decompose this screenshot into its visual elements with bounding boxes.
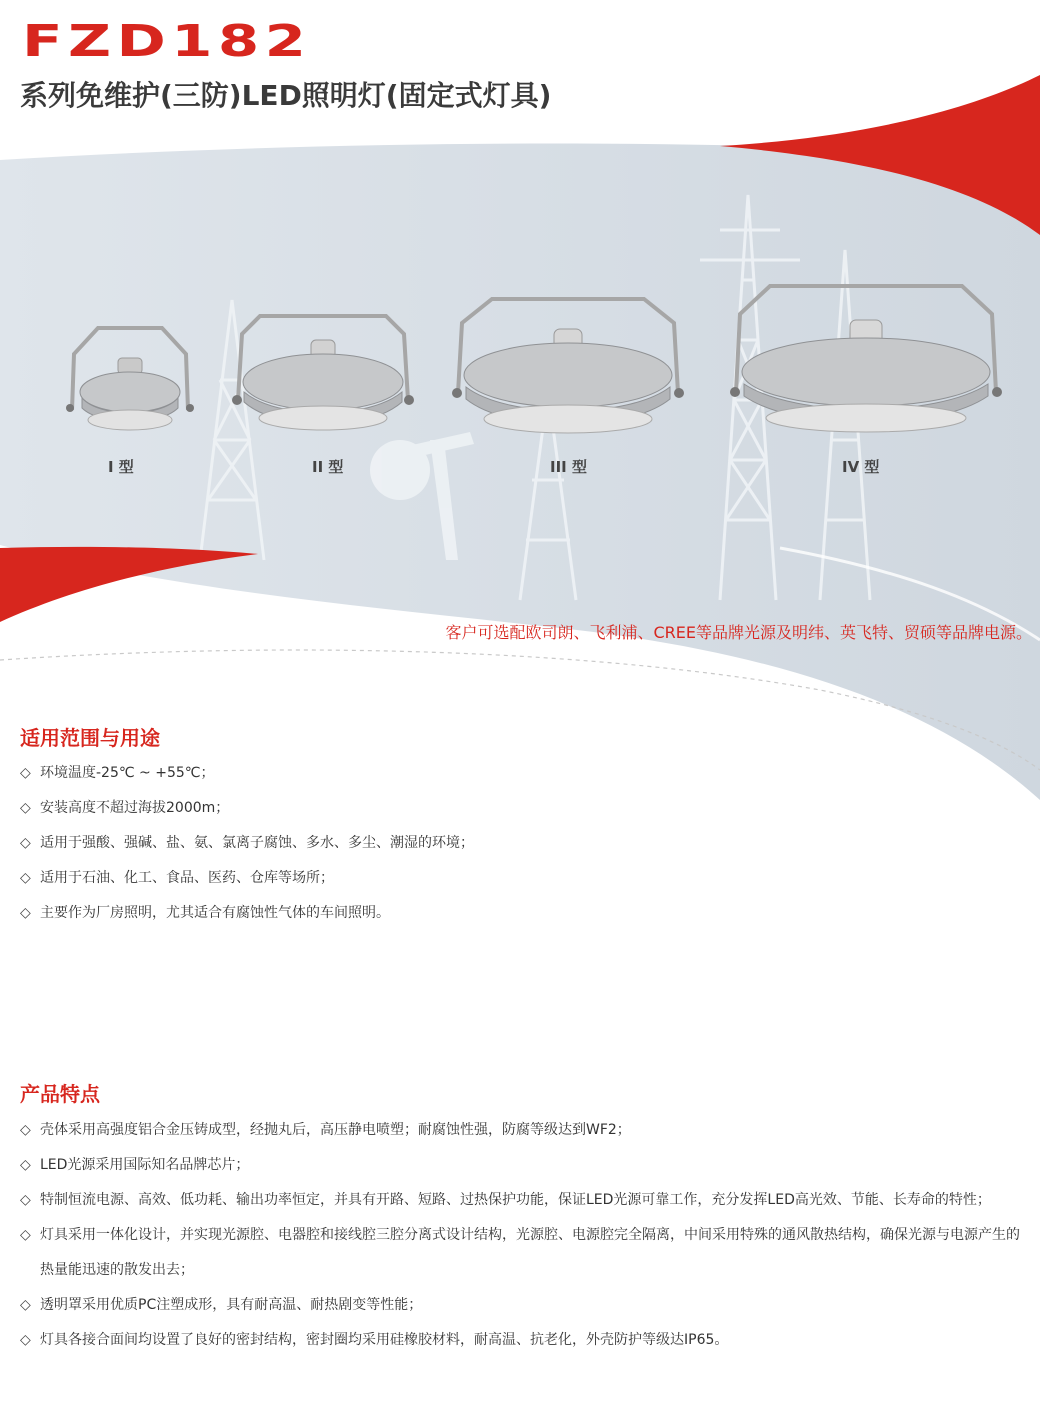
- scope-heading: 适用范围与用途: [20, 726, 160, 750]
- scope-item: ◇ 环境温度-25℃ ~ +55℃；: [20, 756, 1030, 791]
- product-subtitle: 系列免维护(三防)LED照明灯(固定式灯具): [20, 79, 552, 112]
- lamp-type-4-label: IV 型: [842, 458, 880, 476]
- lamp-type-4-icon: [726, 280, 1006, 435]
- scope-item: ◇ 适用于强酸、强碱、盐、氨、氯离子腐蚀、多水、多尘、潮湿的环境；: [20, 826, 1030, 861]
- diamond-bullet-icon: ◇: [20, 1332, 31, 1348]
- diamond-bullet-icon: ◇: [20, 835, 31, 851]
- lamp-type-3-label: III 型: [550, 458, 587, 476]
- product-model-title: FZD182: [22, 16, 312, 67]
- scope-item: ◇ 适用于石油、化工、食品、医药、仓库等场所；: [20, 861, 1030, 896]
- diamond-bullet-icon: ◇: [20, 1122, 31, 1138]
- feature-item: ◇ 壳体采用高强度铝合金压铸成型，经抛丸后，高压静电喷塑；耐腐蚀性强，防腐等级达到WF2；: [20, 1113, 1030, 1148]
- lamp-type-1-icon: [60, 322, 200, 437]
- diamond-bullet-icon: ◇: [20, 800, 31, 816]
- features-list: [20, 1113, 1030, 1358]
- lamp-type-2-icon: [228, 310, 418, 440]
- diamond-bullet-icon: ◇: [20, 1157, 31, 1173]
- feature-item: ◇ 特制恒流电源、高效、低功耗、输出功率恒定，并具有开路、短路、过热保护功能，保证LED光源可靠工作，充分发挥LED高光效、节能、长寿命的特性；: [20, 1183, 1030, 1218]
- scope-item: ◇ 安装高度不超过海拔2000m；: [20, 791, 1030, 826]
- feature-item: ◇ LED光源采用国际知名品牌芯片；: [20, 1148, 1030, 1183]
- lamp-type-1-label: I 型: [108, 458, 134, 476]
- feature-item: ◇ 灯具各接合面间均设置了良好的密封结构，密封圈均采用硅橡胶材料，耐高温、抗老化，外壳防护等级达IP65。: [20, 1323, 1030, 1358]
- diamond-bullet-icon: ◇: [20, 1227, 31, 1243]
- diamond-bullet-icon: ◇: [20, 765, 31, 781]
- diamond-bullet-icon: ◇: [20, 1297, 31, 1313]
- diamond-bullet-icon: ◇: [20, 905, 31, 921]
- feature-item: ◇ 透明罩采用优质PC注塑成形，具有耐高温、耐热剧变等性能；: [20, 1288, 1030, 1323]
- scope-list: [20, 756, 1030, 931]
- lamp-type-2-label: II 型: [312, 458, 344, 476]
- scope-item: ◇ 主要作为厂房照明，尤其适合有腐蚀性气体的车间照明。: [20, 896, 1030, 931]
- supplier-note: 客户可选配欧司朗、飞利浦、CREE等品牌光源及明纬、英飞特、贸硕等品牌电源。: [445, 623, 1032, 642]
- grey-banner-shape: [0, 144, 1040, 800]
- diamond-bullet-icon: ◇: [20, 1192, 31, 1208]
- diamond-bullet-icon: ◇: [20, 870, 31, 886]
- lamp-type-3-icon: [448, 293, 688, 443]
- feature-item: ◇ 灯具采用一体化设计，并实现光源腔、电器腔和接线腔三腔分离式设计结构，光源腔、电源腔完全隔离，中间采用特殊的通风散热结构，确保光源与电源产生的热量能迅速的散发出去；: [20, 1218, 1030, 1288]
- features-heading: 产品特点: [20, 1082, 100, 1106]
